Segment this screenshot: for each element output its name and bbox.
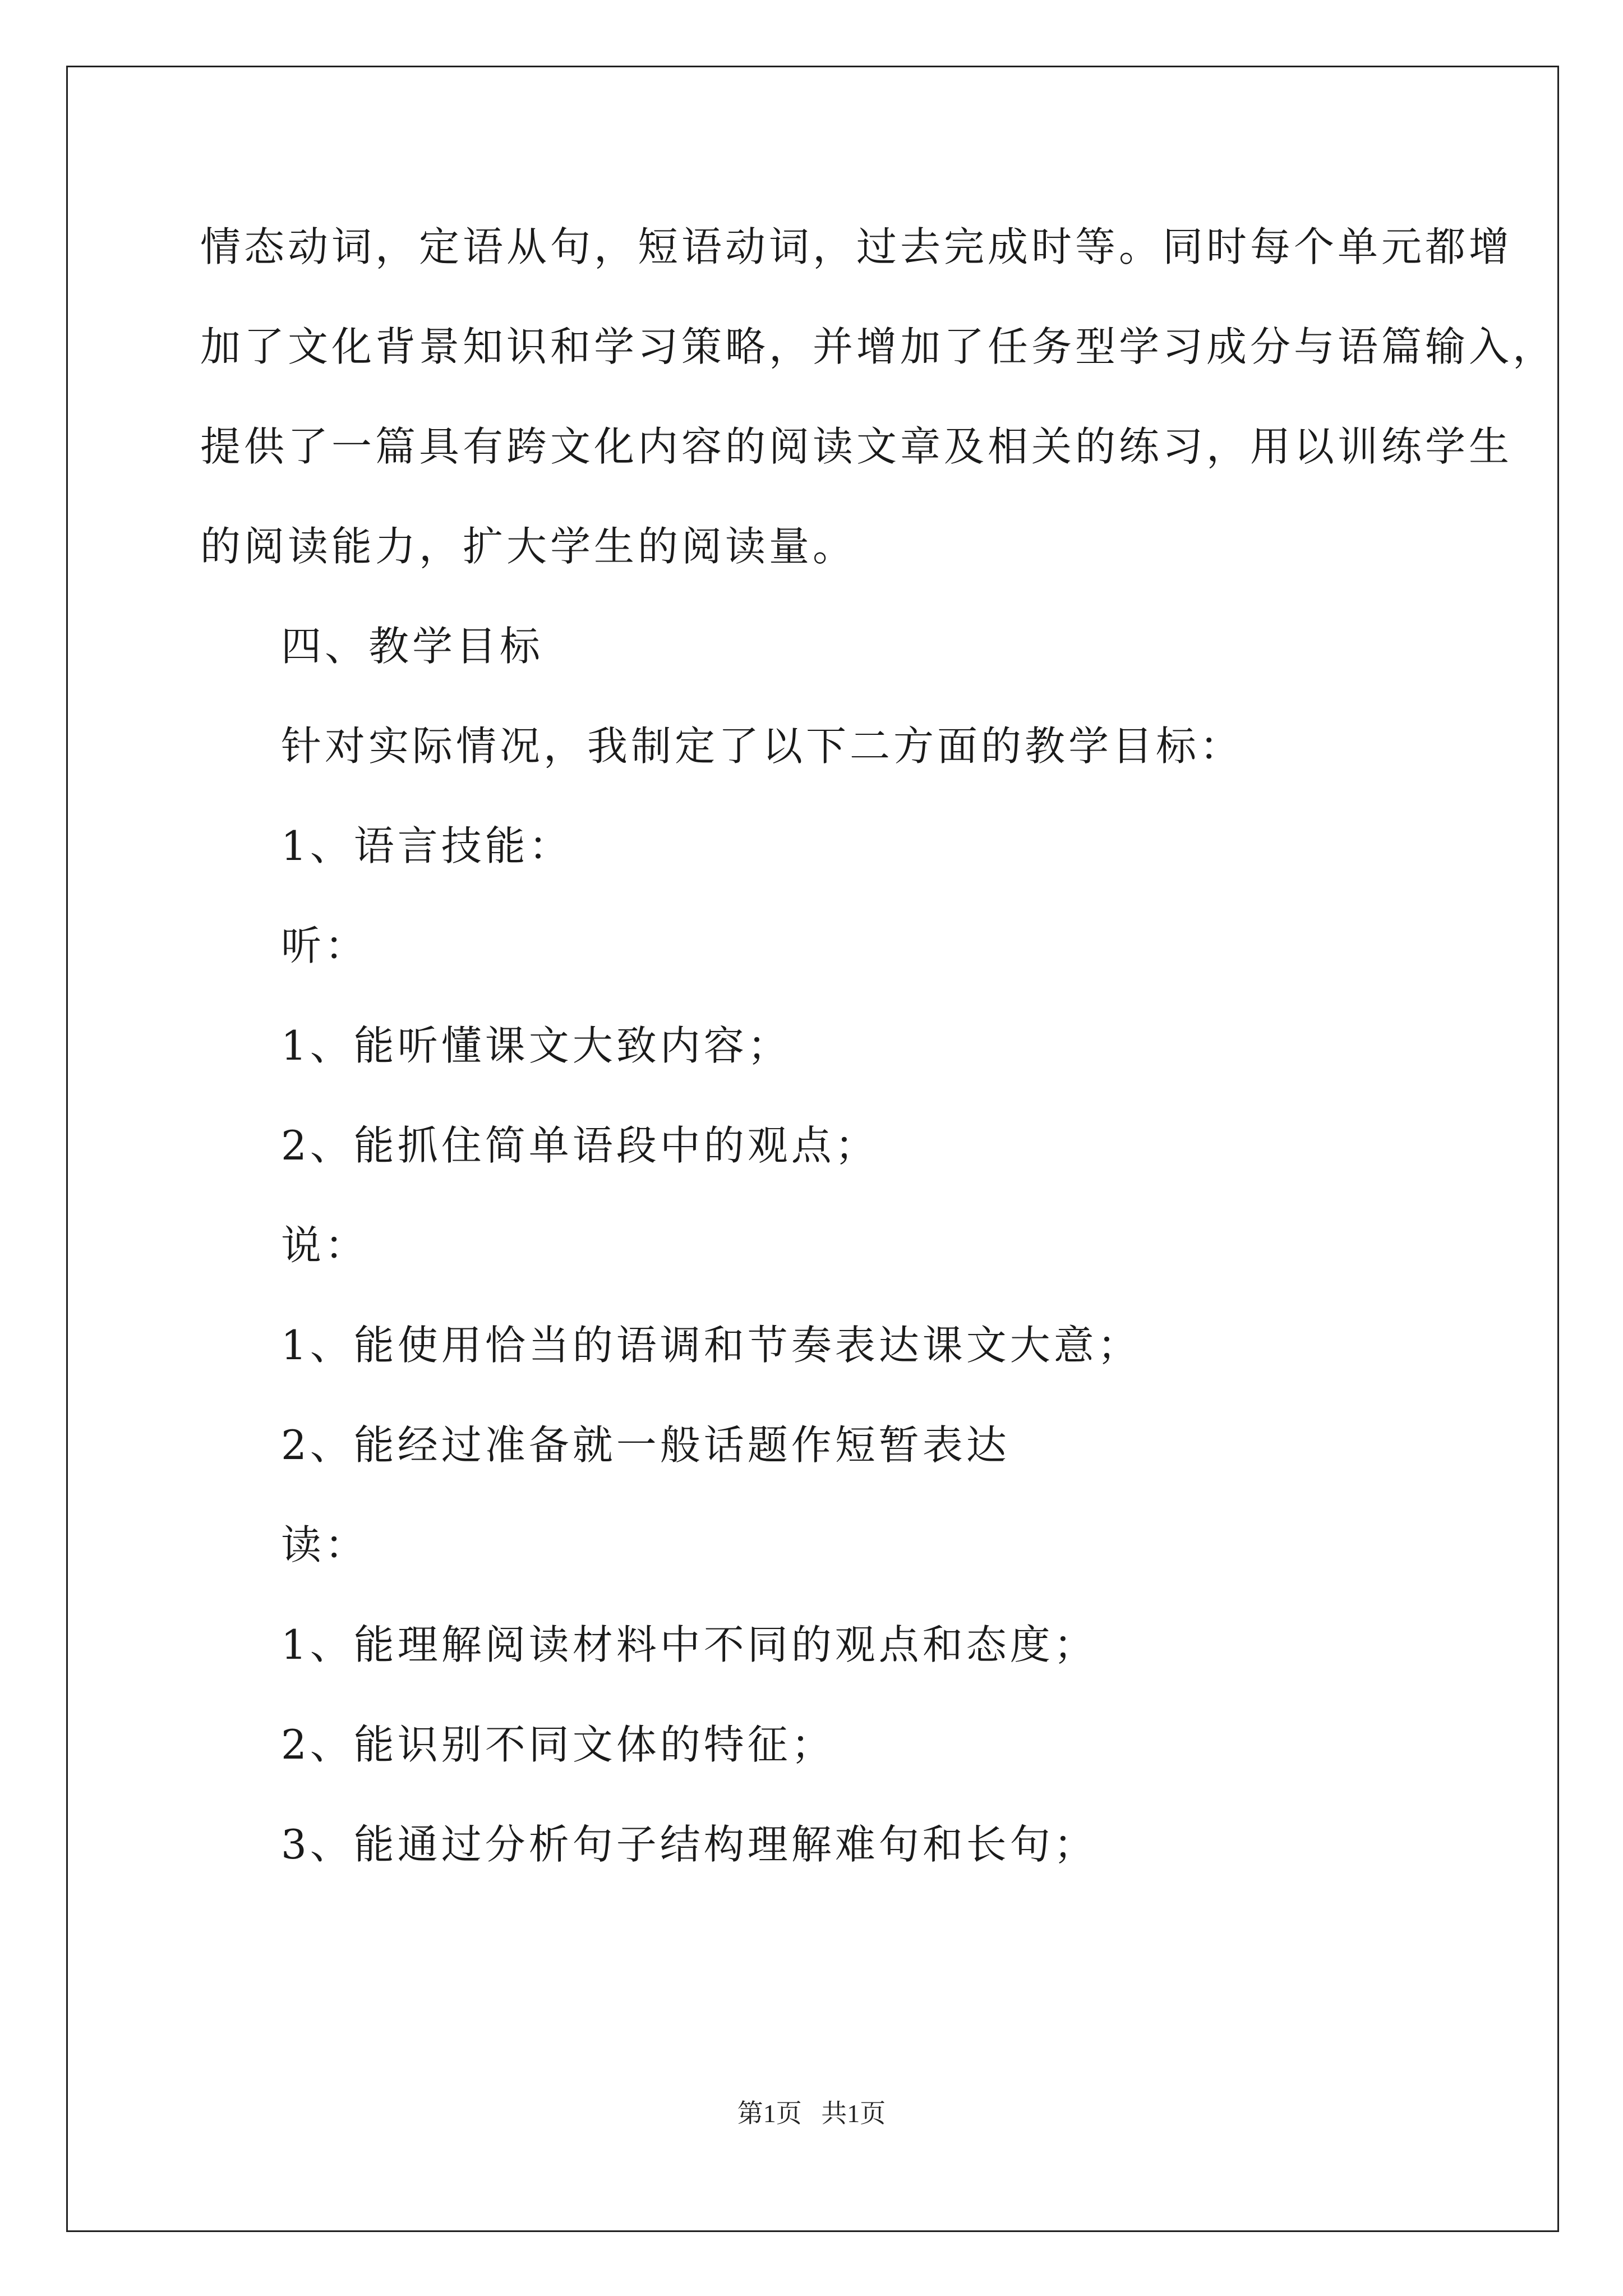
list-item: 1、能理解阅读材料中不同的观点和态度； bbox=[281, 1621, 1098, 1668]
intro-text: 针对实际情况，我制定了以下二方面的教学目标： bbox=[281, 723, 1244, 770]
paragraph-line: 提供了一篇具有跨文化内容的阅读文章及相关的练习，用以训练学生 bbox=[200, 423, 1513, 470]
list-item: 2、能识别不同文体的特征； bbox=[281, 1721, 835, 1768]
list-item: 2、能经过准备就一般话题作短暂表达 bbox=[281, 1421, 1010, 1469]
listening-label: 听： bbox=[281, 922, 369, 969]
list-item: 1、能使用恰当的语调和节奏表达课文大意； bbox=[281, 1322, 1141, 1369]
paragraph-line: 的阅读能力，扩大学生的阅读量。 bbox=[200, 523, 857, 570]
paragraph-line: 情态动词，定语从句，短语动词，过去完成时等。同时每个单元都增 bbox=[200, 223, 1513, 270]
skills-title: 1、语言技能： bbox=[281, 822, 573, 869]
speaking-label: 说： bbox=[281, 1222, 369, 1269]
section-heading: 四、教学目标 bbox=[281, 623, 544, 670]
list-item: 2、能抓住简单语段中的观点； bbox=[281, 1122, 879, 1169]
list-item: 3、能通过分析句子结构理解难句和长句； bbox=[281, 1821, 1098, 1868]
paragraph-line: 加了文化背景知识和学习策略，并增加了任务型学习成分与语篇输入， bbox=[200, 323, 1557, 370]
reading-label: 读： bbox=[281, 1521, 369, 1568]
list-item: 1、能听懂课文大致内容； bbox=[281, 1022, 791, 1069]
page-footer: 第1页 共1页 bbox=[737, 2099, 886, 2128]
